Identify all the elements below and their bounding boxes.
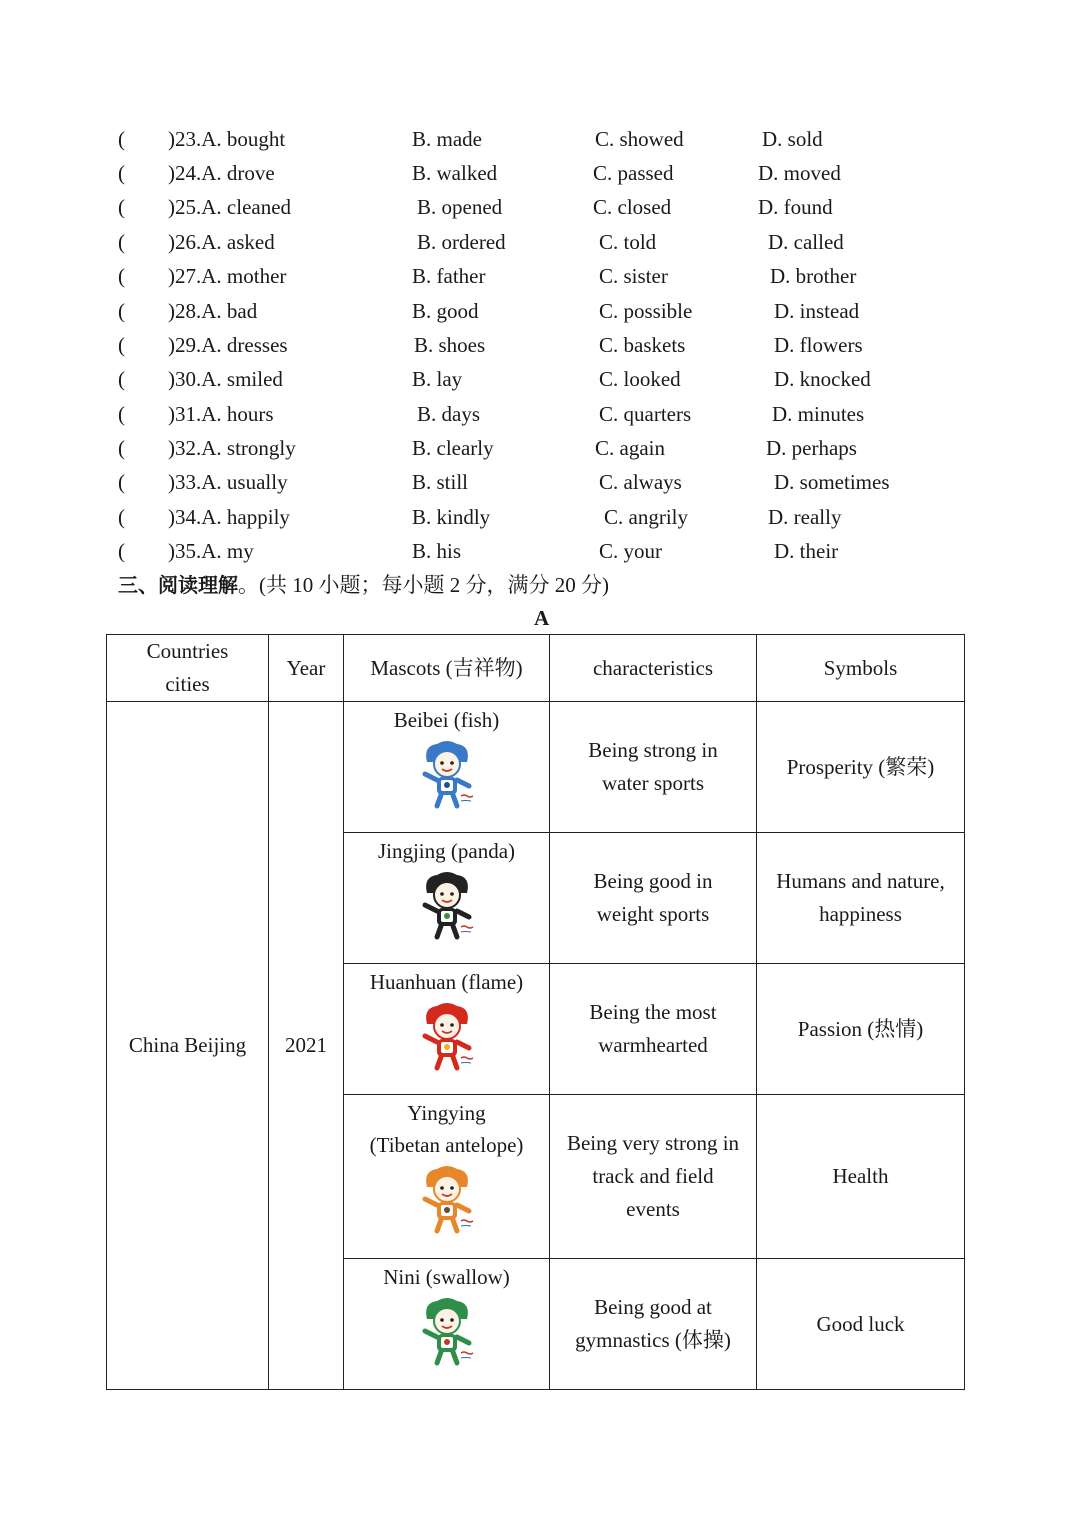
option-a[interactable]: )25.A. cleaned — [168, 195, 292, 219]
mascot-table — [106, 634, 965, 1390]
fuwa-nini-icon — [350, 1297, 543, 1377]
option-d[interactable]: D. moved — [758, 161, 841, 185]
table-header-row — [107, 635, 965, 702]
fuwa-jingjing-icon — [350, 871, 543, 951]
option-b[interactable]: B. clearly — [412, 436, 494, 460]
option-b[interactable]: B. opened — [417, 195, 503, 219]
header-year: Year — [269, 635, 344, 702]
option-b[interactable]: B. made — [412, 127, 482, 151]
answer-blank[interactable]: ( — [118, 402, 125, 426]
answer-blank[interactable]: ( — [118, 436, 125, 460]
option-c[interactable]: C. angrily — [604, 505, 688, 529]
option-a[interactable]: )34.A. happily — [168, 505, 290, 529]
question-row — [0, 364, 1087, 394]
section-heading: 三、阅读理解。(共 10 小题；每小题 2 分，满分 20 分) — [118, 573, 609, 597]
option-d[interactable]: D. sold — [762, 127, 823, 151]
option-d[interactable]: D. really — [768, 505, 842, 529]
option-d[interactable]: D. called — [768, 230, 844, 254]
mascot-cell — [344, 833, 550, 964]
answer-blank[interactable]: ( — [118, 299, 125, 323]
option-a[interactable]: )30.A. smiled — [168, 367, 283, 391]
option-a[interactable]: )24.A. drove — [168, 161, 275, 185]
question-row — [0, 536, 1087, 566]
option-a[interactable]: )32.A. strongly — [168, 436, 296, 460]
symbol-cell: Good luck — [757, 1259, 965, 1390]
answer-blank[interactable]: ( — [118, 505, 125, 529]
answer-blank[interactable]: ( — [118, 161, 125, 185]
option-b[interactable]: B. good — [412, 299, 479, 323]
answer-blank[interactable]: ( — [118, 127, 125, 151]
mascot-row — [107, 702, 965, 833]
mascot-name: Huanhuan (flame) — [369, 970, 524, 994]
option-a[interactable]: )29.A. dresses — [168, 333, 288, 357]
option-c[interactable]: C. told — [599, 230, 657, 254]
option-a[interactable]: )23.A. bought — [168, 127, 286, 151]
question-row — [0, 296, 1087, 326]
fuwa-beibei-icon — [350, 740, 543, 820]
option-b[interactable]: B. still — [412, 470, 469, 494]
option-d[interactable]: D. sometimes — [774, 470, 890, 494]
characteristics-cell: Being good at gymnastics (体操) — [550, 1259, 757, 1390]
symbol-cell: Passion (热情) — [757, 964, 965, 1095]
option-d[interactable]: D. knocked — [774, 367, 871, 391]
option-c[interactable]: C. passed — [593, 161, 674, 185]
option-d[interactable]: D. instead — [774, 299, 860, 323]
header-countries: Countries cities — [107, 635, 269, 702]
option-a[interactable]: )31.A. hours — [168, 402, 274, 426]
mascot-cell — [344, 1095, 550, 1259]
question-row — [0, 261, 1087, 291]
mascot-name: Yingying — [407, 1101, 486, 1125]
option-c[interactable]: C. baskets — [599, 333, 686, 357]
option-a[interactable]: )33.A. usually — [168, 470, 288, 494]
mascot-name: Jingjing (panda) — [377, 839, 516, 863]
mascot-cell — [344, 1259, 550, 1390]
fuwa-yingying-icon — [350, 1165, 543, 1245]
passage-label: A — [534, 606, 550, 630]
option-c[interactable]: C. possible — [599, 299, 693, 323]
option-a[interactable]: )27.A. mother — [168, 264, 287, 288]
header-symbols: Symbols — [757, 635, 965, 702]
option-b[interactable]: B. father — [412, 264, 486, 288]
option-d[interactable]: D. found — [758, 195, 833, 219]
answer-blank[interactable]: ( — [118, 539, 125, 563]
option-c[interactable]: C. quarters — [599, 402, 692, 426]
mascot-name: Nini (swallow) — [383, 1265, 510, 1289]
option-c[interactable]: C. showed — [595, 127, 684, 151]
country-city-cell: China Beijing — [107, 702, 269, 1390]
question-row — [0, 467, 1087, 497]
option-c[interactable]: C. closed — [593, 195, 672, 219]
question-row — [0, 227, 1087, 257]
question-row — [0, 192, 1087, 222]
answer-blank[interactable]: ( — [118, 470, 125, 494]
option-d[interactable]: D. brother — [770, 264, 857, 288]
option-c[interactable]: C. looked — [599, 367, 681, 391]
answer-blank[interactable]: ( — [118, 333, 125, 357]
mascot-cell — [344, 964, 550, 1095]
header-characteristics: characteristics — [550, 635, 757, 702]
option-b[interactable]: B. kindly — [412, 505, 491, 529]
fuwa-huanhuan-icon — [350, 1002, 543, 1082]
question-row — [0, 158, 1087, 188]
question-row — [0, 330, 1087, 360]
option-b[interactable]: B. lay — [412, 367, 463, 391]
answer-blank[interactable]: ( — [118, 230, 125, 254]
option-c[interactable]: C. your — [599, 539, 662, 563]
question-row — [0, 502, 1087, 532]
option-b[interactable]: B. ordered — [417, 230, 506, 254]
option-d[interactable]: D. perhaps — [766, 436, 857, 460]
option-d[interactable]: D. their — [774, 539, 839, 563]
mascot-name: Beibei (fish) — [393, 708, 500, 732]
answer-blank[interactable]: ( — [118, 195, 125, 219]
option-c[interactable]: C. sister — [599, 264, 668, 288]
year-cell: 2021 — [269, 702, 344, 1390]
option-d[interactable]: D. minutes — [772, 402, 865, 426]
characteristics-cell: Being good in weight sports — [550, 833, 757, 964]
answer-blank[interactable]: ( — [118, 264, 125, 288]
option-c[interactable]: C. again — [595, 436, 665, 460]
option-a[interactable]: )28.A. bad — [168, 299, 258, 323]
answer-blank[interactable]: ( — [118, 367, 125, 391]
option-b[interactable]: B. days — [417, 402, 480, 426]
question-row — [0, 433, 1087, 463]
option-b[interactable]: B. his — [412, 539, 462, 563]
characteristics-cell: Being very strong in track and field events — [550, 1095, 757, 1259]
characteristics-cell: Being the most warmhearted — [550, 964, 757, 1095]
option-a[interactable]: )26.A. asked — [168, 230, 275, 254]
header-mascots: Mascots (吉祥物) — [344, 635, 550, 702]
question-row — [0, 124, 1087, 154]
option-b[interactable]: B. shoes — [414, 333, 486, 357]
mascot-name-line2: (Tibetan antelope) — [369, 1133, 524, 1157]
option-a[interactable]: )35.A. my — [168, 539, 254, 563]
characteristics-cell: Being strong in water sports — [550, 702, 757, 833]
symbol-cell: Health — [757, 1095, 965, 1259]
option-c[interactable]: C. always — [599, 470, 682, 494]
symbol-cell: Prosperity (繁荣) — [757, 702, 965, 833]
option-b[interactable]: B. walked — [412, 161, 498, 185]
option-d[interactable]: D. flowers — [774, 333, 863, 357]
symbol-cell: Humans and nature, happiness — [757, 833, 965, 964]
question-row — [0, 399, 1087, 429]
mascot-cell — [344, 702, 550, 833]
